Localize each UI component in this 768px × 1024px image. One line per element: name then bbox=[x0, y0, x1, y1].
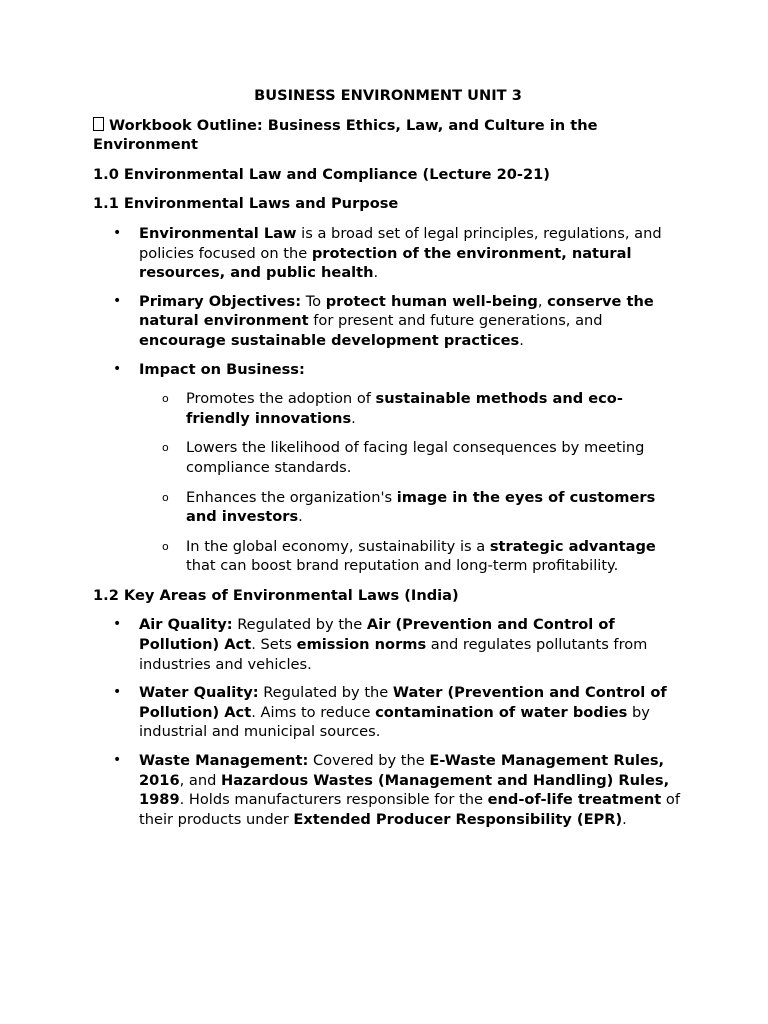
bullet-icon: • bbox=[113, 616, 122, 633]
section-1-2-list bbox=[93, 615, 683, 829]
list-item-waste-management: • Waste Management: Covered by the E-Waste Management Rules, 2016, and Hazardous Wastes (Management and Handling) Rules, 1989. Holds manufacturers responsible for the end-of-life treatment of their products under Extended Producer Responsibility (EPR). bbox=[113, 752, 680, 828]
sublist-item: o Enhances the organization's image in the eyes of customers and investors. bbox=[162, 488, 656, 526]
outline-heading: Workbook Outline: Business Ethics, Law, and Culture in the Environment bbox=[93, 116, 598, 154]
section-heading-1-1: 1.1 Environmental Laws and Purpose bbox=[93, 195, 399, 213]
document-title: BUSINESS ENVIRONMENT UNIT 3 bbox=[254, 87, 522, 104]
section-1-1-list bbox=[93, 224, 683, 576]
bullet-icon: • bbox=[113, 360, 122, 377]
bullet-icon: • bbox=[113, 224, 122, 241]
circle-bullet-icon: o bbox=[162, 392, 169, 406]
bullet-icon: • bbox=[113, 752, 122, 769]
list-item-air-quality: • Air Quality: Regulated by the Air (Prevention and Control of Pollution) Act. Sets emission norms and regulates pollutants from industries and vehicles. bbox=[113, 616, 648, 673]
list-item-impact-on-business: • Impact on Business: o Promotes the adoption of sustainable methods and eco-friendly innovations. o Lowers the likelihood of facing legal consequences by meeting compliance standards. o Enhances the organization's image in the eyes of customers and investors. o In the global economy, sustainability is a strategic advantage that can boost brand reputation and long-term profitability. bbox=[93, 360, 683, 576]
sublist-item: o Lowers the likelihood of facing legal consequences by meeting compliance standards. bbox=[162, 439, 645, 476]
missing-glyph-icon bbox=[93, 117, 104, 131]
sublist-item: o Promotes the adoption of sustainable methods and eco-friendly innovations. bbox=[162, 390, 623, 427]
circle-bullet-icon: o bbox=[162, 441, 169, 455]
sublist-item: o In the global economy, sustainability is a strategic advantage that can boost brand reputation and long-term profitability. bbox=[162, 537, 656, 575]
circle-bullet-icon: o bbox=[162, 539, 169, 553]
document-content bbox=[93, 86, 683, 839]
section-heading-1-0: 1.0 Environmental Law and Compliance (Lecture 20-21) bbox=[93, 165, 550, 183]
list-item-primary-objectives: • Primary Objectives: To protect human well-being, conserve the natural environment for present and future generations, and encourage sustainable development practices. bbox=[113, 292, 654, 349]
section-heading-1-2: 1.2 Key Areas of Environmental Laws (India) bbox=[93, 586, 459, 604]
bullet-icon: • bbox=[113, 292, 122, 309]
impact-sublist bbox=[139, 389, 683, 576]
list-item-water-quality: • Water Quality: Regulated by the Water (Prevention and Control of Pollution) Act. Aims to reduce contamination of water bodies by industrial and municipal sources. bbox=[113, 684, 667, 741]
list-item-environmental-law: • Environmental Law is a broad set of legal principles, regulations, and policies focused on the protection of the environment, natural resources, and public health. bbox=[113, 224, 662, 282]
circle-bullet-icon: o bbox=[162, 490, 169, 504]
bullet-icon: • bbox=[113, 684, 122, 701]
